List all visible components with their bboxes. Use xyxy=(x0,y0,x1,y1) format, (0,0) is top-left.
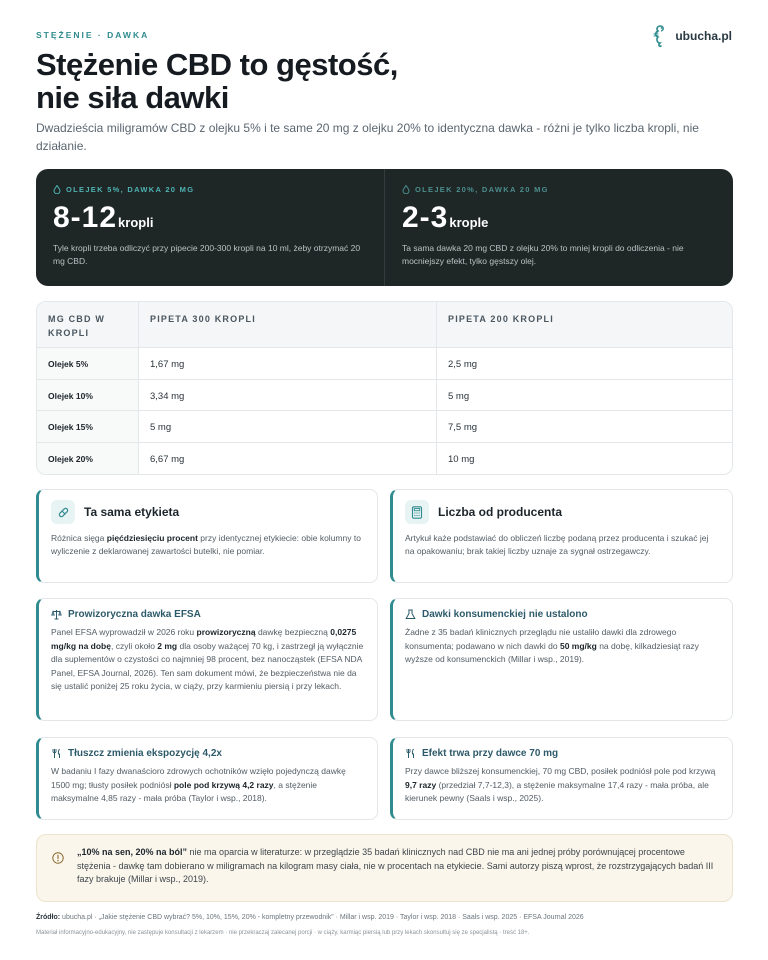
fork-knife-icon xyxy=(405,748,416,759)
card-text: Artykuł każe podstawiać do obliczeń liczbę podaną przez producenta i szukać jej na opakowaniu; brak takiej liczby uznaje za sygnał ostrzegawczy. xyxy=(405,533,709,556)
table-row xyxy=(37,411,732,443)
table-cell: 5 mg xyxy=(139,411,437,442)
table-row xyxy=(37,380,732,412)
column-header: PIPETA 300 KROPLI xyxy=(139,302,437,347)
dose-comparison-panel xyxy=(36,169,733,286)
source-label: Źródło: xyxy=(36,914,61,921)
dose-20-percent xyxy=(384,169,733,286)
card-consumer-dose xyxy=(390,598,733,721)
dose-20-label-text: OLEJEK 20%, DAWKA 20 MG xyxy=(415,185,549,194)
pill-icon xyxy=(51,500,75,524)
table-cell: 6,67 mg xyxy=(139,443,437,475)
scale-icon xyxy=(51,609,62,620)
flask-icon xyxy=(405,609,416,620)
card-title: Tłuszcz zmienia ekspozycję 4,2x xyxy=(68,748,222,759)
table-cell: 5 mg xyxy=(448,390,470,402)
kicker: STĘŻENIE · DAWKA xyxy=(36,30,150,40)
drop-icon xyxy=(53,185,61,194)
text-bold: prowizoryczną xyxy=(196,627,256,637)
table-header xyxy=(37,302,732,348)
card-efsa-dose xyxy=(36,598,378,721)
text-run: (przedział 7,7-12,3), a stężenie maksymalne 17,4 razy - mała próba, ale kierunek pewny (Saals i wsp., 2025). xyxy=(405,779,709,803)
mg-per-drop-table xyxy=(36,301,733,475)
dose-5-label xyxy=(53,185,368,194)
info-icon xyxy=(52,851,64,863)
note-text xyxy=(77,846,718,887)
card-text xyxy=(51,626,365,694)
row-label: Olejek 20% xyxy=(37,443,139,475)
text-bold: pole pod krzywą 4,2 razy xyxy=(173,779,274,790)
table-row xyxy=(37,443,732,475)
dose-5-value-row xyxy=(53,202,368,234)
card-text xyxy=(405,765,720,806)
table-cell: 2,5 mg xyxy=(448,359,478,370)
card-title: Dawki konsumenckiej nie ustalono xyxy=(422,609,588,620)
logo-text: ubucha.pl xyxy=(675,29,732,43)
text-run: dla osoby ważącej 70 kg, i zastrzegł ją wyłącznie dla suplementów o czystości co najmniej 98 procent, bez nanocząstek (EFSA NDA Panel, EFSA Journal, 2026). Ten sam dokument mówi, że bezpieczeństwa nie da się ustalić poniżej 25 roku życia, w ciąży, przy karmieniu piersią i przy lekach. xyxy=(51,640,364,691)
source-text: ubucha.pl · „Jakie stężenie CBD wybrać? 5%, 10%, 15%, 20% - kompletny przewodnik” · Millar i wsp. 2019 · Taylor i wsp. 2018 · Saals i wsp. 2025 · EFSA Journal 2026 xyxy=(60,914,584,921)
card-producer-number xyxy=(390,489,733,583)
dose-20-label xyxy=(402,185,717,194)
dose-5-value: 8-12 xyxy=(53,201,118,234)
title-line-1: Stężenie CBD to gęstość, xyxy=(36,47,398,82)
dose-20-value-row xyxy=(402,202,717,234)
text-run: , czyli około xyxy=(110,640,158,651)
card-fat-exposure xyxy=(36,737,378,820)
table-cell: 10 mg xyxy=(448,453,475,465)
text-run: Przy dawce bliższej konsumenckiej, 70 mg CBD, posiłek podniósł pole pod krzywą xyxy=(405,766,716,776)
card-title: Prowizoryczna dawka EFSA xyxy=(68,609,201,620)
text-bold: 2 mg xyxy=(157,640,178,651)
logo[interactable] xyxy=(649,24,732,48)
text-run: , a stężenie maksymalne 4,85 razy - mała próba (Taylor i wsp., 2018). xyxy=(51,779,318,803)
subtitle: Dwadzieścia miligramów CBD z olejku 5% i te same 20 mg z olejku 20% to identyczna dawka - różni je tylko liczba kropli, nie działanie. xyxy=(36,121,699,153)
table-cell: 1,67 mg xyxy=(139,348,437,379)
card-text xyxy=(51,532,365,558)
note-bold: „10% na sen, 20% na ból” xyxy=(77,847,188,857)
card-text xyxy=(51,765,365,806)
disclaimer: Materiał informacyjno-edukacyjny, nie zastępuje konsultacji z lekarzem · nie przekraczaj zalecanej porcji · w ciąży, karmiąc piersią lub przy lekach skonsultuj się ze specjalistą · treść 18+. xyxy=(36,930,530,936)
table-row xyxy=(37,348,732,380)
card-text xyxy=(405,626,720,667)
card-title: Ta sama etykieta xyxy=(84,505,180,519)
text-run: przy identycznej etykiecie: obie kolumny to wyliczenie z deklarowanej zawartości butelki, nie pomiar. xyxy=(51,533,361,556)
text-bold: 9,7 razy xyxy=(405,779,437,790)
text-run: na dobę, kilkadziesiąt razy wyższe od konsumenckich (Millar i wsp., 2019). xyxy=(405,640,699,664)
dose-20-unit: krople xyxy=(449,215,489,230)
text-run: W badaniu I fazy dwanaścioro zdrowych ochotników wzięło pojedynczą dawkę 1500 mg; tłusty posiłek podniósł xyxy=(51,766,346,790)
column-header: PIPETA 200 KROPLI xyxy=(448,314,554,324)
dose-5-label-text: OLEJEK 5%, DAWKA 20 MG xyxy=(66,185,195,194)
drop-icon xyxy=(402,185,410,194)
dose-20-value: 2-3 xyxy=(402,201,449,234)
text-bold: 50 mg/kg xyxy=(559,640,597,651)
card-dose-70mg xyxy=(390,737,733,820)
text-run: nie ma oparcia w literaturze: w przeglądzie 35 badań klinicznych nad CBD nie ma ani jednej próby porównującej procentowe stężenia - dawkę tam dobierano w miligramach na kilogram masy ciała, nie w procentach na etykiecie. Sami autorzy piszą wprost, że rozstrzygających badań III fazy brakuje (Millar i wsp., 2019). xyxy=(77,847,714,884)
text-run: Panel EFSA wyprowadził w 2026 roku xyxy=(51,627,197,637)
row-label: Olejek 10% xyxy=(37,380,139,411)
table-cell: 3,34 mg xyxy=(139,380,437,411)
dose-5-percent xyxy=(36,169,384,286)
source-line xyxy=(36,914,736,921)
page-title xyxy=(36,48,556,114)
column-header: MG CBD W KROPLI xyxy=(37,302,139,347)
fork-knife-icon xyxy=(51,748,62,759)
row-label: Olejek 15% xyxy=(37,411,139,442)
card-same-label xyxy=(36,489,378,583)
text-bold: pięćdziesięciu procent xyxy=(106,533,198,543)
dose-5-unit: kropli xyxy=(118,215,154,230)
table-cell: 7,5 mg xyxy=(448,422,478,433)
card-title: Liczba od producenta xyxy=(438,505,563,519)
text-run: Żadne z 35 badań klinicznych przeglądu nie ustaliło dawki dla zdrowego konsumenta; podawano w nich dawki do xyxy=(405,627,677,651)
text-run: Różnica sięga xyxy=(51,533,107,543)
dose-20-desc: Ta sama dawka 20 mg CBD z olejku 20% to mniej kropli do odliczenia - nie mocniejszy efekt, tylko gęstszy olej. xyxy=(402,243,684,266)
text-run: dawkę bezpieczną xyxy=(255,627,331,637)
myth-note xyxy=(36,834,733,902)
calculator-icon xyxy=(405,500,429,524)
card-title: Efekt trwa przy dawce 70 mg xyxy=(422,748,559,759)
title-line-2: nie siła dawki xyxy=(36,80,229,115)
dose-5-desc: Tyle kropli trzeba odliczyć przy pipecie 200-300 kropli na 10 ml, żeby otrzymać 20 mg CBD. xyxy=(53,243,361,266)
text-bold: 0,0275 mg/kg na dobę xyxy=(51,627,357,651)
row-label: Olejek 5% xyxy=(37,348,139,379)
seahorse-icon xyxy=(649,24,669,48)
